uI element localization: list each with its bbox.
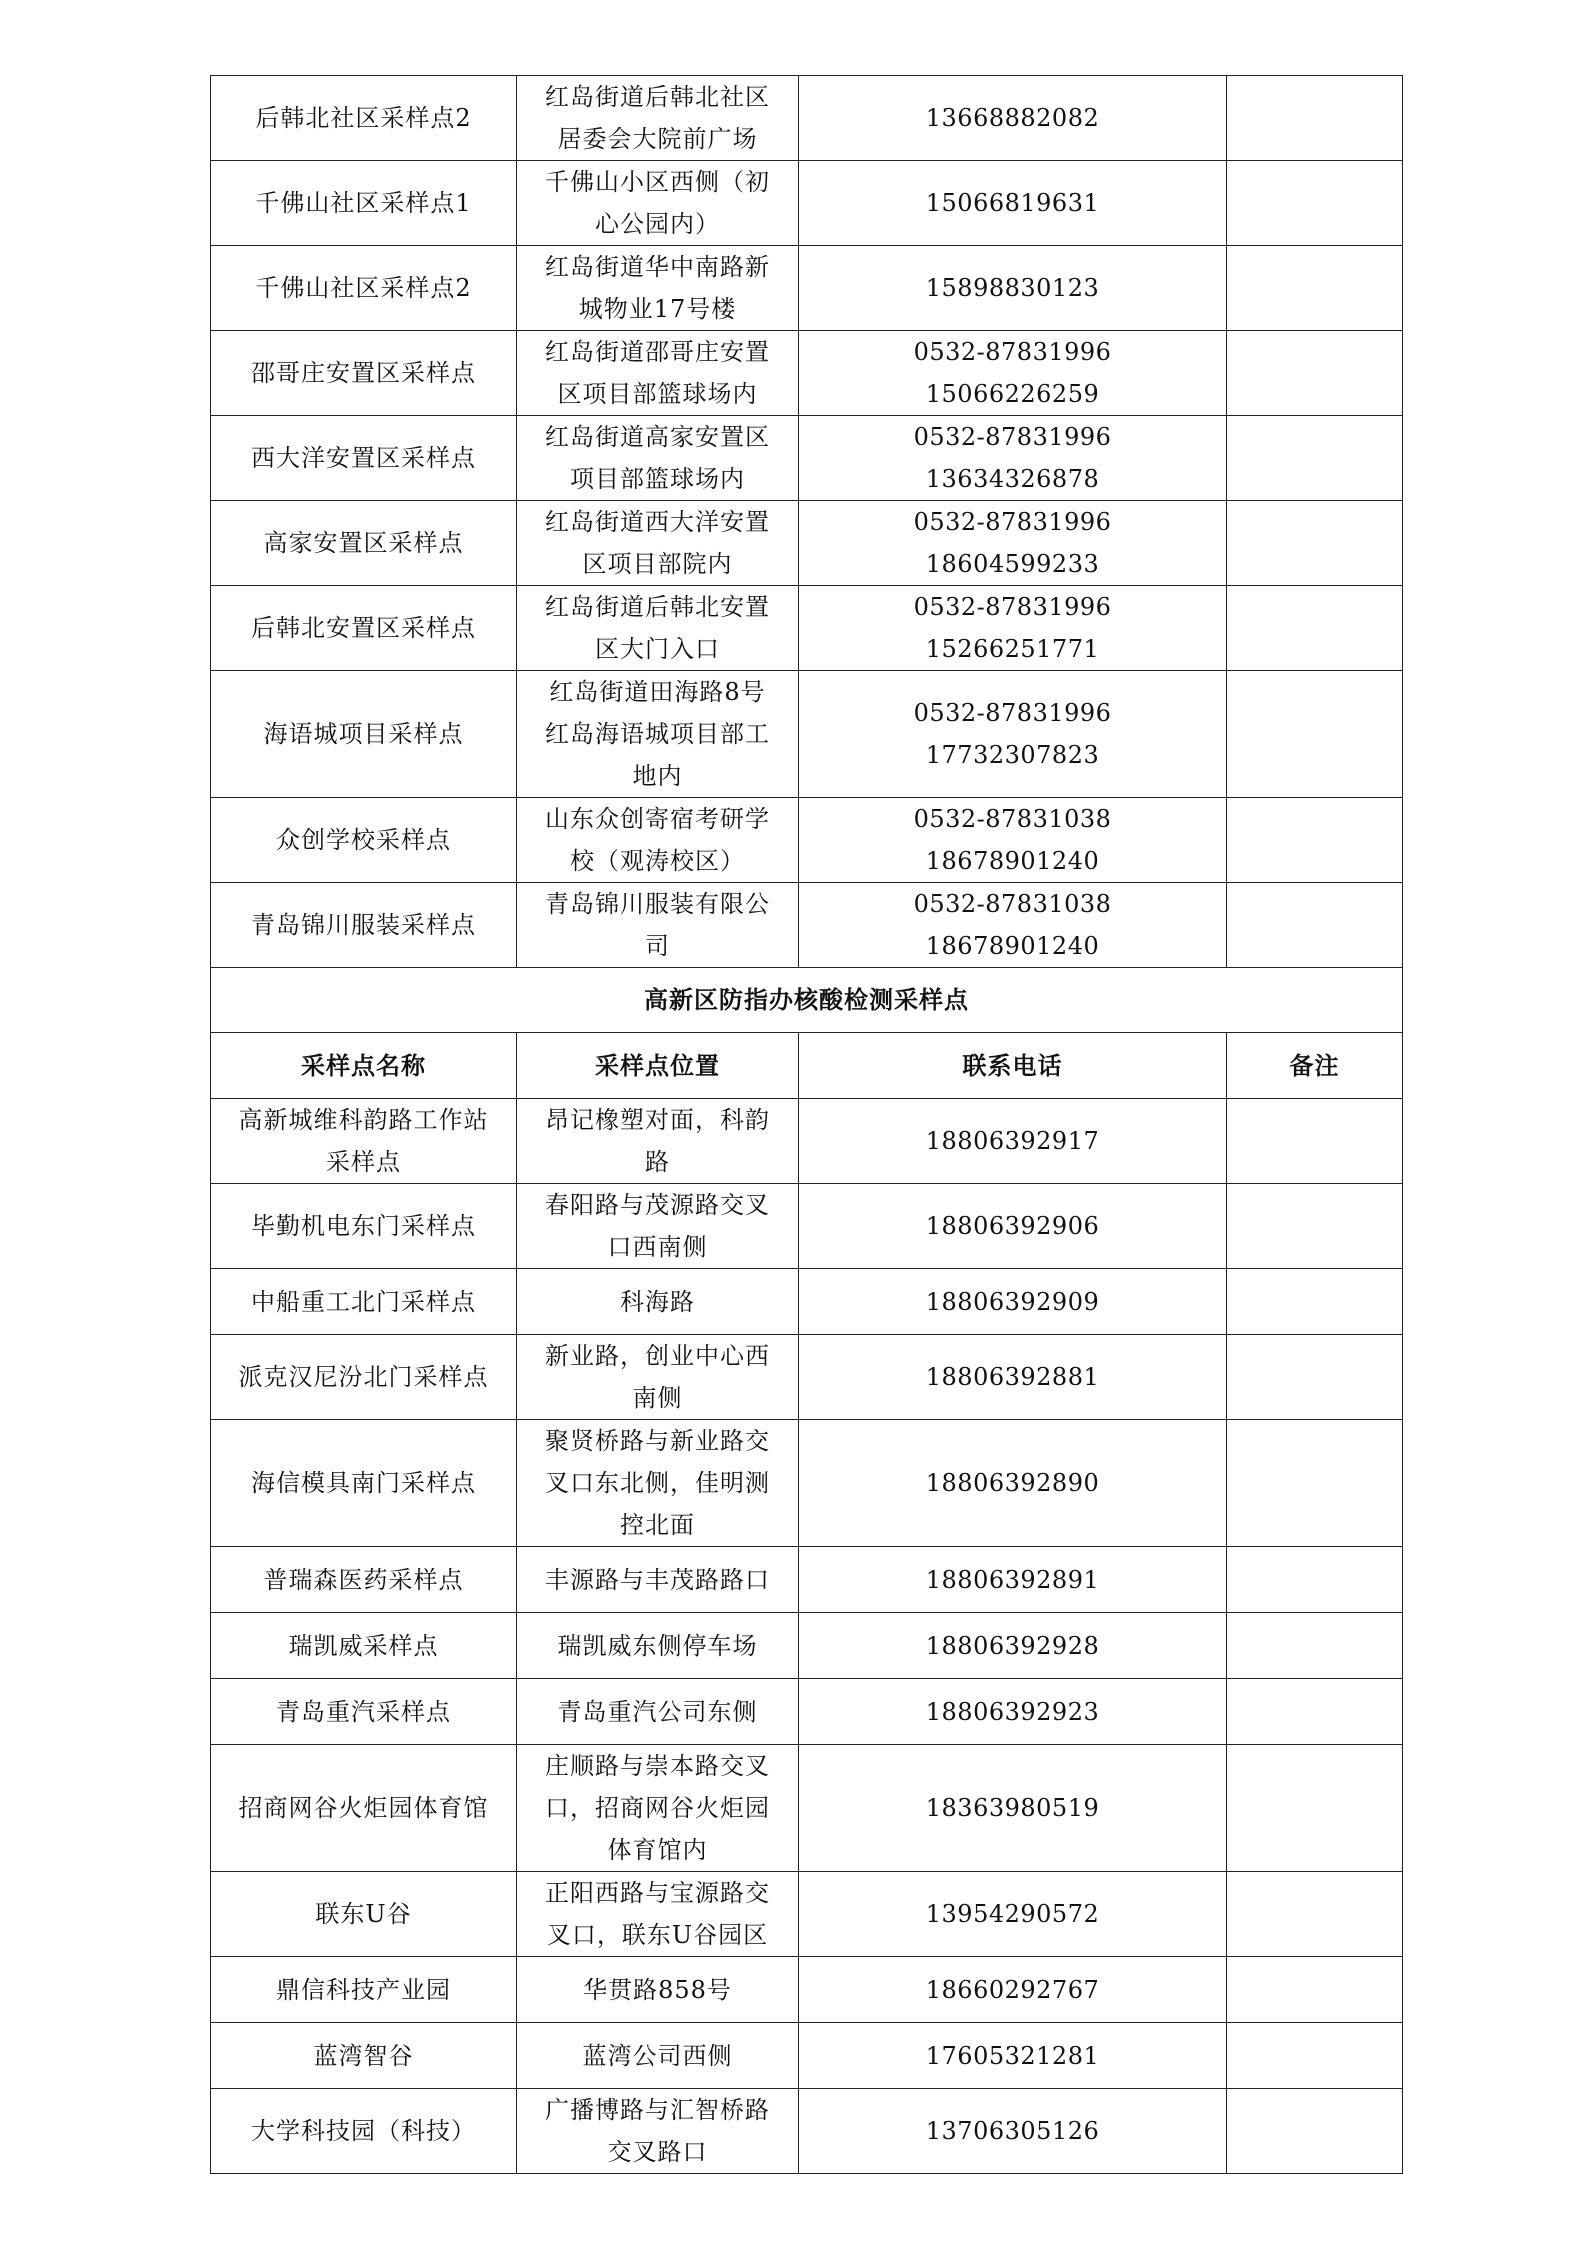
cell-note	[1227, 76, 1403, 161]
cell-location	[517, 246, 799, 331]
cell-phone	[799, 331, 1227, 416]
cell-location-line: 新业路，创业中心西	[545, 1342, 770, 1370]
cell-name-line: 高新城维科韵路工作站	[238, 1106, 489, 1134]
cell-location-line: 瑞凯威东侧停车场	[557, 1631, 758, 1660]
table-row	[211, 1957, 1403, 2023]
cell-phone	[799, 671, 1227, 798]
cell-phone-line: 18806392923	[925, 1697, 1100, 1726]
cell-phone-line: 18806392906	[925, 1212, 1100, 1240]
cell-name-line: 海信模具南门采样点	[251, 1469, 476, 1497]
cell-location	[517, 331, 799, 416]
cell-location-line: 千佛山小区西侧（初	[545, 168, 770, 196]
cell-phone-line: 0532-87831996	[913, 338, 1112, 366]
table-row	[211, 883, 1403, 968]
cell-name	[211, 1420, 517, 1547]
cell-note	[1227, 883, 1403, 968]
table-row	[211, 1335, 1403, 1420]
cell-note	[1227, 1745, 1403, 1872]
table-row	[211, 1745, 1403, 1872]
cell-location	[517, 1745, 799, 1872]
cell-phone-line: 18678901240	[925, 847, 1100, 875]
cell-note	[1227, 798, 1403, 883]
cell-note	[1227, 1613, 1403, 1679]
cell-location	[517, 416, 799, 501]
cell-phone-line: 18363980519	[925, 1794, 1100, 1822]
cell-name	[211, 1872, 517, 1957]
cell-phone-line: 0532-87831996	[913, 508, 1112, 536]
cell-phone	[799, 1547, 1227, 1613]
header-row	[211, 1033, 1403, 1099]
cell-name-line: 联东U谷	[315, 1900, 412, 1928]
cell-location-line: 青岛锦川服装有限公	[545, 890, 770, 918]
cell-location-line: 区大门入口	[595, 635, 720, 663]
cell-location	[517, 798, 799, 883]
cell-phone-line: 0532-87831038	[913, 890, 1112, 918]
cell-note	[1227, 1872, 1403, 1957]
cell-name	[211, 1547, 517, 1613]
table-row	[211, 1547, 1403, 1613]
cell-name-line: 采样点	[326, 1148, 401, 1176]
cell-phone	[799, 798, 1227, 883]
cell-name: 海语城项目采样点	[211, 671, 517, 798]
cell-location-line: 交叉路口	[607, 2138, 708, 2166]
cell-name: 西大洋安置区采样点	[211, 416, 517, 501]
cell-location-line: 区项目部篮球场内	[557, 380, 758, 408]
cell-location-line: 口西南侧	[607, 1233, 708, 1261]
cell-location	[517, 501, 799, 586]
cell-phone-line: 17732307823	[925, 741, 1100, 769]
cell-phone-line: 18806392909	[925, 1287, 1100, 1316]
cell-note	[1227, 2023, 1403, 2089]
cell-location	[517, 1184, 799, 1269]
cell-location	[517, 76, 799, 161]
cell-location-line: 叉口，联东U谷园区	[546, 1921, 769, 1949]
cell-note	[1227, 246, 1403, 331]
cell-name	[211, 1679, 517, 1745]
section-title-row	[211, 968, 1403, 1033]
cell-phone	[799, 1184, 1227, 1269]
cell-phone	[799, 883, 1227, 968]
cell-name	[211, 1099, 517, 1184]
cell-location-line: 项目部篮球场内	[570, 465, 745, 493]
cell-location-line: 昂记橡塑对面，科韵	[545, 1106, 770, 1134]
cell-location-line: 南侧	[632, 1384, 683, 1412]
cell-location-line: 广播博路与汇智桥路	[545, 2096, 770, 2124]
cell-location-line: 红岛街道后韩北安置	[545, 593, 770, 621]
table-row	[211, 1613, 1403, 1679]
cell-note	[1227, 586, 1403, 671]
cell-name: 高家安置区采样点	[211, 501, 517, 586]
table-row	[211, 1099, 1403, 1184]
cell-name: 邵哥庄安置区采样点	[211, 331, 517, 416]
cell-location-line: 区项目部院内	[582, 550, 733, 578]
cell-note	[1227, 161, 1403, 246]
cell-location-line: 心公园内）	[595, 210, 720, 238]
table-row	[211, 501, 1403, 586]
table-row	[211, 1679, 1403, 1745]
cell-name: 千佛山社区采样点1	[211, 161, 517, 246]
cell-location-line: 司	[645, 932, 670, 960]
cell-phone	[799, 586, 1227, 671]
cell-name-line: 鼎信科技产业园	[276, 1975, 451, 2004]
cell-note	[1227, 1184, 1403, 1269]
table-row	[211, 2089, 1403, 2174]
table-row	[211, 331, 1403, 416]
cell-phone	[799, 2023, 1227, 2089]
cell-phone	[799, 501, 1227, 586]
cell-phone	[799, 161, 1227, 246]
cell-location-line: 叉口东北侧，佳明测	[545, 1469, 770, 1497]
cell-location-line: 红岛街道后韩北社区	[545, 83, 770, 111]
cell-phone-line: 18806392917	[925, 1127, 1100, 1155]
table-row	[211, 671, 1403, 798]
cell-location-line: 红岛海语城项目部工	[545, 720, 770, 748]
cell-note	[1227, 1420, 1403, 1547]
cell-name	[211, 1957, 517, 2023]
cell-location	[517, 1679, 799, 1745]
cell-phone	[799, 1872, 1227, 1957]
cell-name-line: 毕勤机电东门采样点	[251, 1212, 476, 1240]
cell-location-line: 青岛重汽公司东侧	[557, 1697, 758, 1726]
table-row	[211, 798, 1403, 883]
sampling-points-table	[210, 75, 1403, 2174]
cell-phone	[799, 2089, 1227, 2174]
cell-phone-line: 15266251771	[925, 635, 1100, 663]
cell-phone	[799, 1957, 1227, 2023]
cell-name: 众创学校采样点	[211, 798, 517, 883]
cell-phone-line: 0532-87831996	[913, 423, 1112, 451]
cell-location	[517, 2089, 799, 2174]
bottom-rows	[211, 1099, 1403, 2174]
cell-phone	[799, 416, 1227, 501]
cell-name-line: 中船重工北门采样点	[251, 1287, 476, 1316]
cell-location-line: 华贯路858号	[583, 1975, 732, 2004]
table-row	[211, 161, 1403, 246]
table-row	[211, 1420, 1403, 1547]
cell-location	[517, 883, 799, 968]
cell-phone-line: 0532-87831038	[913, 805, 1112, 833]
section-title: 高新区防指办核酸检测采样点	[211, 968, 1403, 1033]
table-row	[211, 246, 1403, 331]
table-row	[211, 1184, 1403, 1269]
cell-location-line: 正阳西路与宝源路交	[545, 1879, 770, 1907]
cell-location-line: 红岛街道高家安置区	[545, 423, 770, 451]
cell-phone-line: 17605321281	[925, 2041, 1100, 2070]
cell-phone-line: 15066226259	[925, 380, 1100, 408]
cell-location-line: 春阳路与茂源路交叉	[545, 1191, 770, 1219]
cell-location-line: 丰源路与丰茂路路口	[545, 1565, 770, 1594]
cell-name	[211, 1269, 517, 1335]
cell-note	[1227, 671, 1403, 798]
cell-location	[517, 1547, 799, 1613]
cell-phone	[799, 1679, 1227, 1745]
cell-location-line: 红岛街道华中南路新	[545, 253, 770, 281]
cell-name-line: 大学科技园（科技）	[251, 2117, 476, 2145]
cell-name: 青岛锦川服装采样点	[211, 883, 517, 968]
cell-location	[517, 586, 799, 671]
cell-location-line: 科海路	[620, 1287, 695, 1316]
cell-phone-line: 15066819631	[925, 189, 1100, 217]
cell-name-line: 瑞凯威采样点	[288, 1631, 439, 1660]
cell-name: 后韩北安置区采样点	[211, 586, 517, 671]
top-rows	[211, 76, 1403, 968]
cell-phone	[799, 1420, 1227, 1547]
section	[211, 968, 1403, 1099]
cell-location	[517, 2023, 799, 2089]
cell-location-line: 路	[645, 1148, 670, 1176]
cell-location-line: 控北面	[620, 1511, 695, 1539]
cell-location	[517, 1269, 799, 1335]
cell-location	[517, 1613, 799, 1679]
cell-location-line: 校（观涛校区）	[570, 847, 745, 875]
cell-phone	[799, 76, 1227, 161]
cell-phone-line: 13634326878	[925, 465, 1100, 493]
header-name: 采样点名称	[211, 1033, 517, 1099]
cell-phone	[799, 1613, 1227, 1679]
table-row	[211, 416, 1403, 501]
cell-name	[211, 1745, 517, 1872]
cell-location-line: 聚贤桥路与新业路交	[545, 1427, 770, 1455]
cell-phone-line: 13706305126	[925, 2117, 1100, 2145]
cell-phone-line: 15898830123	[925, 274, 1100, 302]
cell-location	[517, 1957, 799, 2023]
cell-name	[211, 1184, 517, 1269]
cell-phone-line: 18806392928	[925, 1631, 1100, 1660]
cell-name: 千佛山社区采样点2	[211, 246, 517, 331]
table-row	[211, 1872, 1403, 1957]
cell-location-line: 居委会大院前广场	[557, 125, 758, 153]
cell-location	[517, 1335, 799, 1420]
cell-location-line: 蓝湾公司西侧	[582, 2041, 733, 2070]
cell-name-line: 普瑞森医药采样点	[263, 1565, 464, 1594]
cell-phone-line: 18604599233	[925, 550, 1100, 578]
cell-location-line: 城物业17号楼	[578, 295, 737, 323]
cell-location-line: 庄顺路与崇本路交叉	[545, 1752, 770, 1780]
header-note: 备注	[1227, 1033, 1403, 1099]
cell-name: 后韩北社区采样点2	[211, 76, 517, 161]
cell-location-line: 红岛街道西大洋安置	[545, 508, 770, 536]
cell-note	[1227, 416, 1403, 501]
cell-location	[517, 1099, 799, 1184]
cell-location	[517, 161, 799, 246]
cell-note	[1227, 1957, 1403, 2023]
cell-phone	[799, 1335, 1227, 1420]
cell-location-line: 山东众创寄宿考研学	[545, 805, 770, 833]
cell-location	[517, 1420, 799, 1547]
cell-phone-line: 18806392891	[925, 1565, 1100, 1594]
cell-note	[1227, 1099, 1403, 1184]
cell-note	[1227, 331, 1403, 416]
header-location: 采样点位置	[517, 1033, 799, 1099]
table-row	[211, 2023, 1403, 2089]
cell-phone-line: 0532-87831996	[913, 699, 1112, 727]
cell-name-line: 派克汉尼汾北门采样点	[238, 1363, 489, 1391]
cell-phone-line: 18678901240	[925, 932, 1100, 960]
document-page	[210, 75, 1402, 2174]
cell-phone	[799, 246, 1227, 331]
cell-phone-line: 0532-87831996	[913, 593, 1112, 621]
cell-name-line: 蓝湾智谷	[313, 2041, 414, 2070]
cell-phone	[799, 1745, 1227, 1872]
cell-phone-line: 18806392881	[925, 1363, 1100, 1391]
cell-location-line: 红岛街道田海路8号	[549, 678, 766, 706]
cell-phone-line: 18806392890	[925, 1469, 1100, 1497]
cell-location	[517, 671, 799, 798]
cell-note	[1227, 1547, 1403, 1613]
cell-location-line: 红岛街道邵哥庄安置	[545, 338, 770, 366]
cell-note	[1227, 1679, 1403, 1745]
cell-name	[211, 1613, 517, 1679]
cell-note	[1227, 501, 1403, 586]
cell-name-line: 招商网谷火炬园体育馆	[238, 1794, 489, 1822]
cell-name	[211, 2023, 517, 2089]
cell-location	[517, 1872, 799, 1957]
cell-phone-line: 18660292767	[925, 1975, 1100, 2004]
cell-location-line: 地内	[632, 762, 683, 790]
cell-location-line: 体育馆内	[607, 1836, 708, 1864]
cell-note	[1227, 2089, 1403, 2174]
cell-note	[1227, 1335, 1403, 1420]
cell-name-line: 青岛重汽采样点	[276, 1697, 451, 1726]
header-phone: 联系电话	[799, 1033, 1227, 1099]
cell-phone	[799, 1099, 1227, 1184]
cell-name	[211, 2089, 517, 2174]
table-row	[211, 76, 1403, 161]
cell-note	[1227, 1269, 1403, 1335]
cell-name	[211, 1335, 517, 1420]
table-row	[211, 586, 1403, 671]
cell-phone-line: 13954290572	[925, 1900, 1100, 1928]
cell-phone-line: 13668882082	[925, 104, 1100, 132]
cell-location-line: 口，招商网谷火炬园	[545, 1794, 770, 1822]
cell-phone	[799, 1269, 1227, 1335]
table-row	[211, 1269, 1403, 1335]
